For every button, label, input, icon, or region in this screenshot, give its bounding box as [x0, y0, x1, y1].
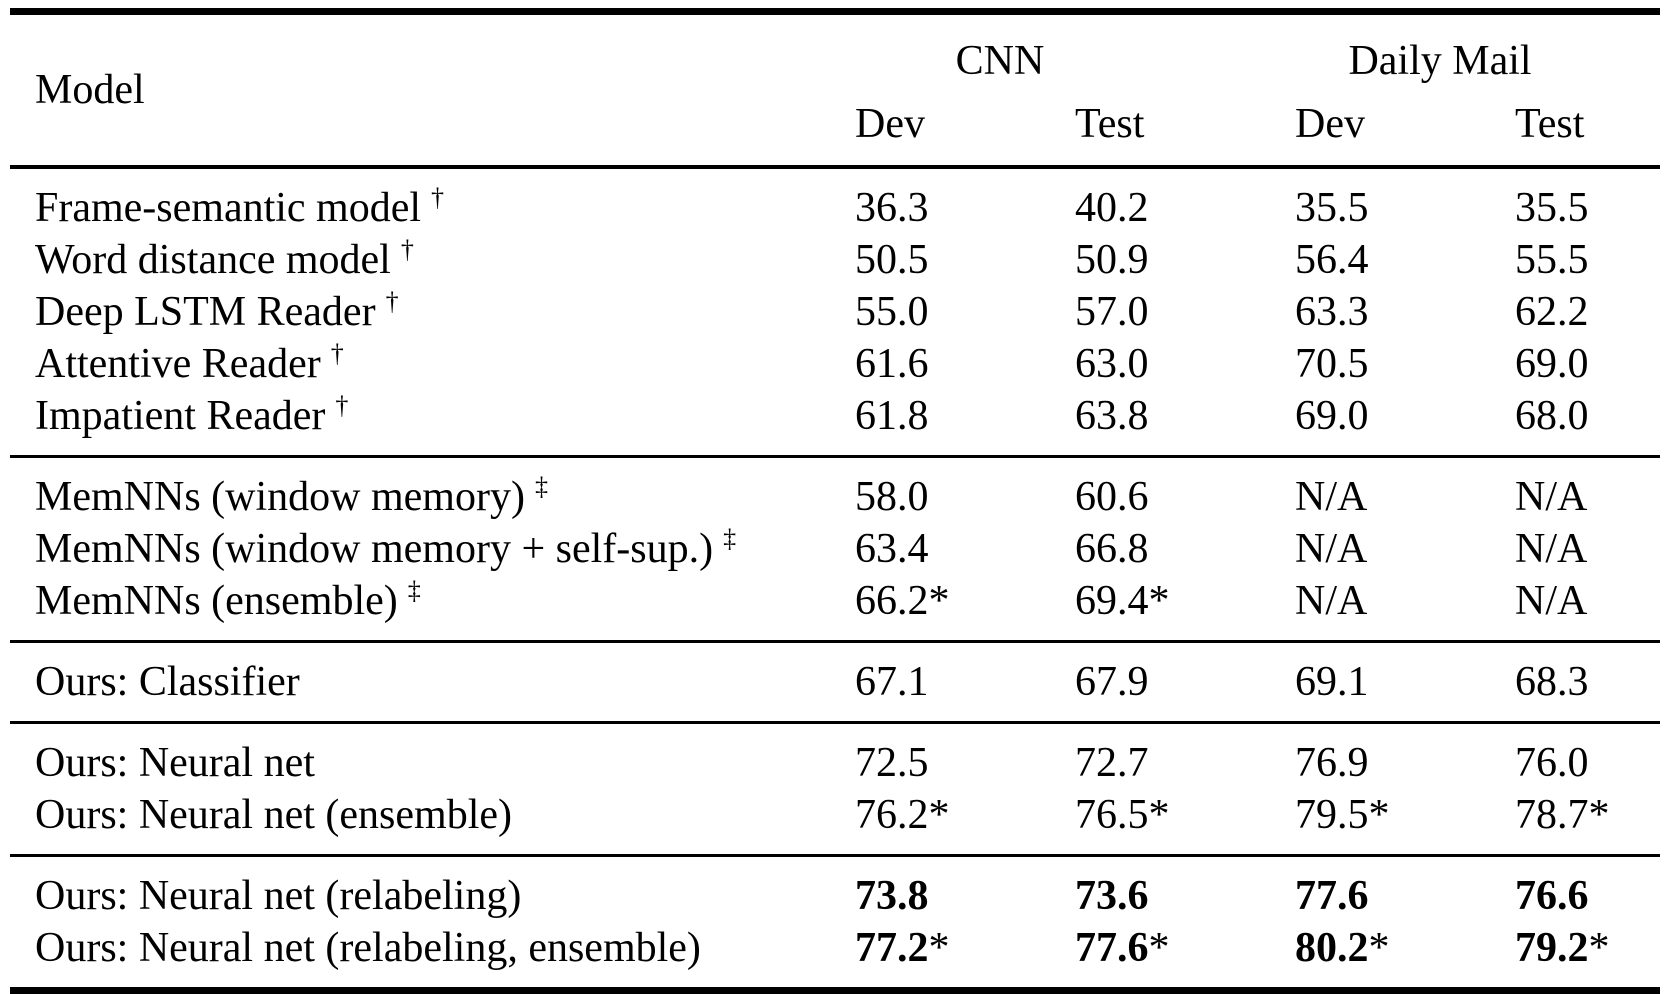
- score-cell: [1440, 642, 1660, 723]
- model-name: Frame-semantic model: [35, 185, 422, 231]
- score-value: 56.4: [1295, 237, 1369, 283]
- model-name-cell: [10, 457, 780, 524]
- score-value: 73.6: [1075, 873, 1149, 919]
- score-cell: [1220, 922, 1440, 991]
- score-cell: [1220, 234, 1440, 286]
- score-value: 76.0: [1515, 740, 1589, 786]
- table-header: [10, 12, 1660, 168]
- score-value: 72.7: [1075, 740, 1149, 786]
- score-value: 63.8: [1075, 393, 1149, 439]
- score-value: 69.4: [1075, 578, 1149, 624]
- score-cell: [1000, 390, 1220, 457]
- score-value: 77.2: [855, 925, 929, 971]
- header-group-row: [10, 12, 1660, 94]
- model-name-cell: [10, 338, 780, 390]
- score-value: 77.6: [1075, 925, 1149, 971]
- score-cell: [1220, 457, 1440, 524]
- score-cell: [1440, 922, 1660, 991]
- score-cell: [1000, 523, 1220, 575]
- score-value: 36.3: [855, 185, 929, 231]
- table-row: [10, 390, 1660, 457]
- column-header-cnn-dev: Dev: [855, 101, 925, 147]
- score-value: 50.9: [1075, 237, 1149, 283]
- score-value: 35.5: [1295, 185, 1369, 231]
- score-cell: [1000, 338, 1220, 390]
- score-cell: [1220, 642, 1440, 723]
- score-value: 79.2: [1515, 925, 1589, 971]
- score-cell: [1440, 338, 1660, 390]
- table-row: [10, 167, 1660, 234]
- score-cell: [1220, 789, 1440, 856]
- score-value: 78.7: [1515, 792, 1589, 838]
- significance-asterisk: *: [1588, 925, 1610, 971]
- score-cell: [1220, 167, 1440, 234]
- score-value: 61.6: [855, 341, 929, 387]
- score-value: 70.5: [1295, 341, 1369, 387]
- model-name: Ours: Neural net: [35, 740, 315, 786]
- model-name: MemNNs (window memory): [35, 474, 525, 520]
- score-cell: [1440, 789, 1660, 856]
- score-value: 40.2: [1075, 185, 1149, 231]
- score-value: 60.6: [1075, 474, 1149, 520]
- score-cell: [780, 167, 1000, 234]
- score-cell: [780, 723, 1000, 790]
- table-row: [10, 338, 1660, 390]
- score-cell: [1220, 390, 1440, 457]
- score-cell: [780, 286, 1000, 338]
- model-name-cell: [10, 856, 780, 923]
- table-section: [10, 723, 1660, 856]
- double-dagger-marker: ‡: [407, 576, 421, 605]
- table-row: [10, 523, 1660, 575]
- score-cell: [1000, 457, 1220, 524]
- score-value: 55.5: [1515, 237, 1589, 283]
- model-name-cell: [10, 789, 780, 856]
- score-cell: [1440, 575, 1660, 642]
- score-cell: [1220, 856, 1440, 923]
- score-value: 67.9: [1075, 659, 1149, 705]
- score-value: 66.8: [1075, 526, 1149, 572]
- score-cell: [780, 856, 1000, 923]
- score-value: 63.0: [1075, 341, 1149, 387]
- model-name-cell: [10, 642, 780, 723]
- model-name: Deep LSTM Reader: [35, 289, 376, 335]
- score-cell: [780, 922, 1000, 991]
- dagger-marker: †: [431, 183, 445, 212]
- double-dagger-marker: ‡: [723, 524, 737, 553]
- score-value: 61.8: [855, 393, 929, 439]
- score-cell: [1000, 575, 1220, 642]
- score-value: N/A: [1515, 578, 1588, 624]
- dagger-marker: †: [335, 391, 349, 420]
- model-name-cell: [10, 575, 780, 642]
- score-cell: [780, 390, 1000, 457]
- score-cell: [780, 789, 1000, 856]
- score-value: 76.5: [1075, 792, 1149, 838]
- score-value: 72.5: [855, 740, 929, 786]
- table-row: [10, 922, 1660, 991]
- score-cell: [1220, 338, 1440, 390]
- results-table: [10, 8, 1660, 994]
- table-section: [10, 457, 1660, 642]
- significance-asterisk: *: [1368, 792, 1390, 838]
- significance-asterisk: *: [1368, 925, 1390, 971]
- column-header-dailymail-dev: Dev: [1295, 101, 1365, 147]
- score-cell: [1000, 286, 1220, 338]
- score-cell: [1440, 234, 1660, 286]
- score-value: 63.3: [1295, 289, 1369, 335]
- table-row: [10, 234, 1660, 286]
- model-name: Ours: Neural net (relabeling): [35, 873, 522, 919]
- score-value: 68.3: [1515, 659, 1589, 705]
- score-cell: [1440, 457, 1660, 524]
- score-cell: [1440, 286, 1660, 338]
- score-value: 69.0: [1515, 341, 1589, 387]
- score-value: 66.2: [855, 578, 929, 624]
- table-row: [10, 789, 1660, 856]
- score-value: 62.2: [1515, 289, 1589, 335]
- model-name: Word distance model: [35, 237, 391, 283]
- score-cell: [780, 523, 1000, 575]
- score-value: 68.0: [1515, 393, 1589, 439]
- table-section: [10, 167, 1660, 457]
- model-name-cell: [10, 523, 780, 575]
- column-header-cnn-test: Test: [1075, 101, 1145, 147]
- column-header-dailymail-test: Test: [1515, 101, 1585, 147]
- model-name: Ours: Neural net (relabeling, ensemble): [35, 925, 701, 971]
- score-value: 76.6: [1515, 873, 1589, 919]
- score-value: 77.6: [1295, 873, 1369, 919]
- score-value: 76.9: [1295, 740, 1369, 786]
- significance-asterisk: *: [1148, 925, 1170, 971]
- score-cell: [780, 234, 1000, 286]
- score-cell: [780, 457, 1000, 524]
- dagger-marker: †: [330, 339, 344, 368]
- column-group-cnn: CNN: [955, 38, 1045, 84]
- score-cell: [1220, 723, 1440, 790]
- score-cell: [1440, 723, 1660, 790]
- score-cell: [780, 338, 1000, 390]
- model-name: MemNNs (window memory + self-sup.): [35, 526, 714, 572]
- score-value: N/A: [1295, 578, 1368, 624]
- dagger-marker: †: [385, 287, 399, 316]
- significance-asterisk: *: [928, 578, 950, 624]
- table-section: [10, 642, 1660, 723]
- model-name-cell: [10, 234, 780, 286]
- score-value: 80.2: [1295, 925, 1369, 971]
- score-value: 58.0: [855, 474, 929, 520]
- score-cell: [1440, 856, 1660, 923]
- score-value: 76.2: [855, 792, 929, 838]
- score-cell: [1000, 922, 1220, 991]
- column-group-daily-mail: Daily Mail: [1348, 38, 1532, 84]
- model-name: Ours: Neural net (ensemble): [35, 792, 512, 838]
- significance-asterisk: *: [928, 925, 950, 971]
- double-dagger-marker: ‡: [534, 472, 548, 501]
- score-value: N/A: [1515, 474, 1588, 520]
- score-cell: [1000, 642, 1220, 723]
- model-name: Impatient Reader: [35, 393, 326, 439]
- score-value: N/A: [1515, 526, 1588, 572]
- table-row: [10, 856, 1660, 923]
- score-value: 35.5: [1515, 185, 1589, 231]
- table-row: [10, 575, 1660, 642]
- table-row: [10, 642, 1660, 723]
- table-section: [10, 856, 1660, 991]
- score-value: 67.1: [855, 659, 929, 705]
- score-value: 69.1: [1295, 659, 1369, 705]
- table-row: [10, 457, 1660, 524]
- score-cell: [780, 642, 1000, 723]
- model-name-cell: [10, 723, 780, 790]
- model-name-cell: [10, 167, 780, 234]
- score-value: N/A: [1295, 474, 1368, 520]
- significance-asterisk: *: [1148, 792, 1170, 838]
- score-value: 63.4: [855, 526, 929, 572]
- score-cell: [1220, 286, 1440, 338]
- significance-asterisk: *: [928, 792, 950, 838]
- score-cell: [1440, 167, 1660, 234]
- score-cell: [1000, 723, 1220, 790]
- model-name: Attentive Reader: [35, 341, 321, 387]
- significance-asterisk: *: [1588, 792, 1610, 838]
- score-value: N/A: [1295, 526, 1368, 572]
- model-name: Ours: Classifier: [35, 659, 300, 705]
- model-name-cell: [10, 922, 780, 991]
- score-cell: [1220, 575, 1440, 642]
- table-row: [10, 286, 1660, 338]
- score-value: 55.0: [855, 289, 929, 335]
- score-cell: [780, 575, 1000, 642]
- model-name: MemNNs (ensemble): [35, 578, 398, 624]
- score-cell: [1000, 234, 1220, 286]
- score-cell: [1000, 856, 1220, 923]
- model-name-cell: [10, 286, 780, 338]
- score-cell: [1440, 523, 1660, 575]
- score-value: 50.5: [855, 237, 929, 283]
- score-value: 69.0: [1295, 393, 1369, 439]
- score-cell: [1220, 523, 1440, 575]
- score-cell: [1000, 167, 1220, 234]
- model-name-cell: [10, 390, 780, 457]
- column-header-model: Model: [35, 67, 145, 113]
- score-value: 73.8: [855, 873, 929, 919]
- score-cell: [1000, 789, 1220, 856]
- score-cell: [1440, 390, 1660, 457]
- dagger-marker: †: [400, 235, 414, 264]
- score-value: 79.5: [1295, 792, 1369, 838]
- table-row: [10, 723, 1660, 790]
- significance-asterisk: *: [1148, 578, 1170, 624]
- score-value: 57.0: [1075, 289, 1149, 335]
